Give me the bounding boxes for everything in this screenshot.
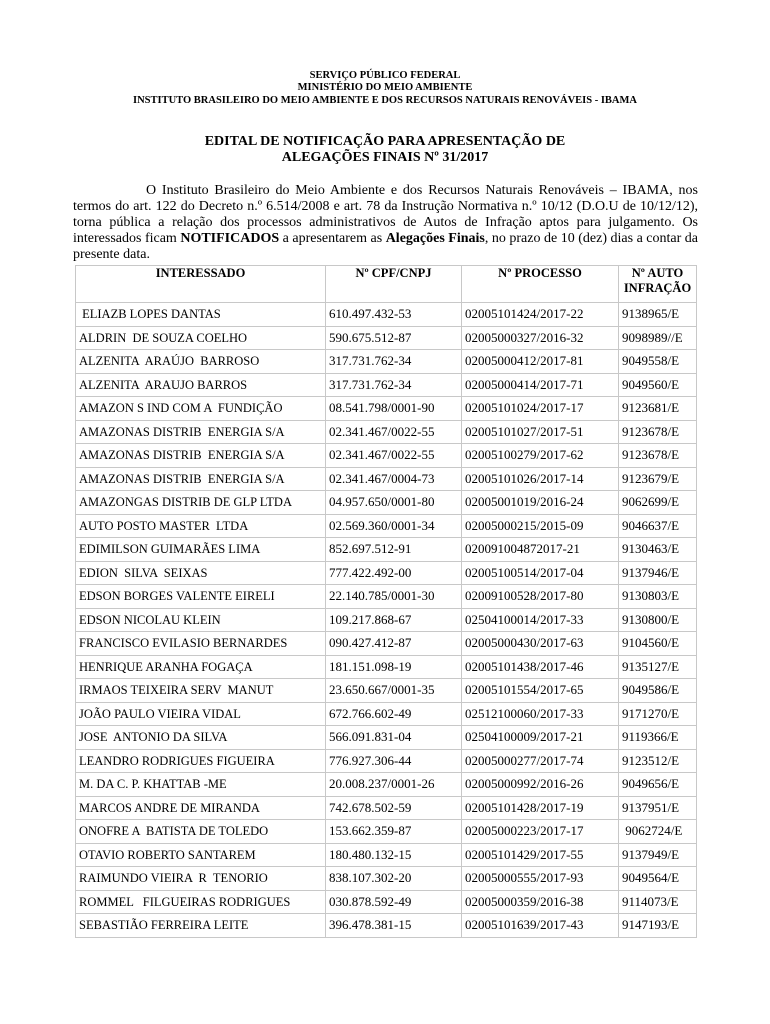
intro-final-allegations: Alegações Finais — [385, 231, 485, 246]
cell-cpf-cnpj: 777.422.492-00 — [326, 561, 462, 585]
header-service: SERVIÇO PÚBLICO FEDERAL — [309, 70, 461, 81]
table-row — [76, 679, 697, 703]
cell-cpf-cnpj: 090.427.412-87 — [326, 632, 462, 656]
cell-interessado: AMAZON S IND COM A FUNDIÇÃO — [76, 397, 326, 421]
cell-processo: 02005000412/2017-81 — [462, 350, 619, 374]
table-row — [76, 890, 697, 914]
cell-interessado: JOÃO PAULO VIEIRA VIDAL — [76, 702, 326, 726]
cell-cpf-cnpj: 02.341.467/0004-73 — [326, 467, 462, 491]
cell-cpf-cnpj: 180.480.132-15 — [326, 843, 462, 867]
cell-cpf-cnpj: 566.091.831-04 — [326, 726, 462, 750]
cell-auto-infracao: 9138965/E — [619, 303, 697, 327]
cell-auto-infracao: 9123678/E — [619, 420, 697, 444]
table-row — [76, 538, 697, 562]
cell-interessado: LEANDRO RODRIGUES FIGUEIRA — [76, 749, 326, 773]
intro-text-part1: O Instituto Brasileiro do Meio Ambiente e dos Recursos Naturais Renováveis – IBAMA, nos termos do art. 122 do Decreto n.º 6.514/2008 e art. 78 da Instrução Normativa n.º 10/12 (D.O.U de 10/12/12), torna pública a relação dos processos administrativos de Autos de Infração aptos para julgamento. Os interessados ficam — [73, 183, 698, 246]
cell-cpf-cnpj: 08.541.798/0001-90 — [326, 397, 462, 421]
cell-auto-infracao: 9114073/E — [619, 890, 697, 914]
cell-auto-infracao: 9137951/E — [619, 796, 697, 820]
cell-auto-infracao: 9046637/E — [619, 514, 697, 538]
cell-auto-infracao: 9049656/E — [619, 773, 697, 797]
cell-auto-infracao: 9049564/E — [619, 867, 697, 891]
cell-cpf-cnpj: 317.731.762-34 — [326, 373, 462, 397]
cell-processo: 02005100514/2017-04 — [462, 561, 619, 585]
cell-interessado: MARCOS ANDRE DE MIRANDA — [76, 796, 326, 820]
table-header-row — [76, 266, 697, 303]
cell-processo: 02005000430/2017-63 — [462, 632, 619, 656]
cell-interessado: ALDRIN DE SOUZA COELHO — [76, 326, 326, 350]
table-row — [76, 585, 697, 609]
header-auto-line1: Nº AUTO — [631, 266, 684, 280]
cell-auto-infracao: 9137949/E — [619, 843, 697, 867]
cell-auto-infracao: 9062699/E — [619, 491, 697, 515]
cell-interessado: FRANCISCO EVILASIO BERNARDES — [76, 632, 326, 656]
notice-title-line1: EDITAL DE NOTIFICAÇÃO PARA APRESENTAÇÃO DE — [204, 134, 566, 149]
intro-text-part3: , no prazo de 10 (dez) dias a contar da presente data. — [73, 231, 699, 262]
cell-processo: 02504100009/2017-21 — [462, 726, 619, 750]
cell-processo: 02504100014/2017-33 — [462, 608, 619, 632]
cell-auto-infracao: 9135127/E — [619, 655, 697, 679]
cell-auto-infracao: 9147193/E — [619, 914, 697, 938]
cell-interessado: HENRIQUE ARANHA FOGAÇA — [76, 655, 326, 679]
cell-interessado: AMAZONAS DISTRIB ENERGIA S/A — [76, 444, 326, 468]
cell-auto-infracao: 9171270/E — [619, 702, 697, 726]
table-row — [76, 491, 697, 515]
cell-interessado: M. DA C. P. KHATTAB -ME — [76, 773, 326, 797]
cell-auto-infracao: 9049586/E — [619, 679, 697, 703]
cell-cpf-cnpj: 22.140.785/0001-30 — [326, 585, 462, 609]
table-row — [76, 632, 697, 656]
cell-cpf-cnpj: 030.878.592-49 — [326, 890, 462, 914]
cell-cpf-cnpj: 02.341.467/0022-55 — [326, 420, 462, 444]
cell-cpf-cnpj: 317.731.762-34 — [326, 350, 462, 374]
table-row — [76, 702, 697, 726]
notice-title-line2: ALEGAÇÕES FINAIS Nº 31/2017 — [281, 150, 489, 165]
cell-cpf-cnpj: 838.107.302-20 — [326, 867, 462, 891]
cell-interessado: OTAVIO ROBERTO SANTAREM — [76, 843, 326, 867]
cell-cpf-cnpj: 109.217.868-67 — [326, 608, 462, 632]
cell-processo: 02512100060/2017-33 — [462, 702, 619, 726]
cell-auto-infracao: 9123678/E — [619, 444, 697, 468]
cell-auto-infracao: 9123681/E — [619, 397, 697, 421]
cell-interessado: ROMMEL FILGUEIRAS RODRIGUES — [76, 890, 326, 914]
cell-processo: 02005101024/2017-17 — [462, 397, 619, 421]
header-institute: INSTITUTO BRASILEIRO DO MEIO AMBIENTE E DOS RECURSOS NATURAIS RENOVÁVEIS - IBAMA — [132, 95, 637, 106]
cell-interessado: IRMAOS TEIXEIRA SERV MANUT — [76, 679, 326, 703]
cell-auto-infracao: 9130800/E — [619, 608, 697, 632]
table-row — [76, 350, 697, 374]
cell-cpf-cnpj: 23.650.667/0001-35 — [326, 679, 462, 703]
table-row — [76, 843, 697, 867]
cell-interessado: EDSON NICOLAU KLEIN — [76, 608, 326, 632]
cell-interessado: AMAZONGAS DISTRIB DE GLP LTDA — [76, 491, 326, 515]
cell-interessado: ONOFRE A BATISTA DE TOLEDO — [76, 820, 326, 844]
table-row — [76, 608, 697, 632]
cell-processo: 02005000327/2016-32 — [462, 326, 619, 350]
cell-cpf-cnpj: 20.008.237/0001-26 — [326, 773, 462, 797]
table-row — [76, 867, 697, 891]
cell-interessado: EDIMILSON GUIMARÃES LIMA — [76, 538, 326, 562]
header-interessado: INTERESSADO — [76, 266, 326, 303]
cell-auto-infracao: 9119366/E — [619, 726, 697, 750]
cell-interessado: JOSE ANTONIO DA SILVA — [76, 726, 326, 750]
header-ministry: MINISTÉRIO DO MEIO AMBIENTE — [297, 82, 473, 93]
intro-paragraph — [73, 183, 698, 263]
table-row — [76, 655, 697, 679]
cell-processo: 02009100528/2017-80 — [462, 585, 619, 609]
cell-interessado: ALZENITA ARAÚJO BARROSO — [76, 350, 326, 374]
cell-auto-infracao: 9049560/E — [619, 373, 697, 397]
cell-cpf-cnpj: 742.678.502-59 — [326, 796, 462, 820]
cell-interessado: AUTO POSTO MASTER LTDA — [76, 514, 326, 538]
cell-processo: 02005101438/2017-46 — [462, 655, 619, 679]
cell-processo: 02005000992/2016-26 — [462, 773, 619, 797]
cell-cpf-cnpj: 590.675.512-87 — [326, 326, 462, 350]
table-body — [76, 303, 697, 938]
table-row — [76, 444, 697, 468]
cell-interessado: SEBASTIÃO FERREIRA LEITE — [76, 914, 326, 938]
cell-cpf-cnpj: 776.927.306-44 — [326, 749, 462, 773]
table-row — [76, 467, 697, 491]
cell-processo: 02005101027/2017-51 — [462, 420, 619, 444]
intro-text — [73, 183, 698, 263]
cell-processo: 02005101026/2017-14 — [462, 467, 619, 491]
table-row — [76, 820, 697, 844]
cell-processo: 02005101424/2017-22 — [462, 303, 619, 327]
cell-cpf-cnpj: 04.957.650/0001-80 — [326, 491, 462, 515]
intro-text-part2: a apresentarem as — [279, 231, 386, 246]
header-auto-line2: INFRAÇÃO — [623, 281, 692, 295]
cell-processo: 02005000215/2015-09 — [462, 514, 619, 538]
cell-processo: 02005100279/2017-62 — [462, 444, 619, 468]
cell-processo: 02005000414/2017-71 — [462, 373, 619, 397]
cell-interessado: ALZENITA ARAUJO BARROS — [76, 373, 326, 397]
table-row — [76, 773, 697, 797]
table-row — [76, 749, 697, 773]
cell-auto-infracao: 9130803/E — [619, 585, 697, 609]
cell-processo: 02005101639/2017-43 — [462, 914, 619, 938]
cell-auto-infracao: 9130463/E — [619, 538, 697, 562]
cell-auto-infracao: 9137946/E — [619, 561, 697, 585]
cell-interessado: AMAZONAS DISTRIB ENERGIA S/A — [76, 420, 326, 444]
cell-auto-infracao: 9104560/E — [619, 632, 697, 656]
cell-processo: 02005101429/2017-55 — [462, 843, 619, 867]
cell-cpf-cnpj: 396.478.381-15 — [326, 914, 462, 938]
table-row — [76, 726, 697, 750]
cell-cpf-cnpj: 852.697.512-91 — [326, 538, 462, 562]
cell-processo: 02005101554/2017-65 — [462, 679, 619, 703]
header-processo: Nº PROCESSO — [462, 266, 619, 303]
cell-cpf-cnpj: 610.497.432-53 — [326, 303, 462, 327]
notification-table — [75, 265, 697, 938]
table-row — [76, 397, 697, 421]
cell-auto-infracao: 9062724/E — [619, 820, 697, 844]
cell-cpf-cnpj: 153.662.359-87 — [326, 820, 462, 844]
intro-notified: NOTIFICADOS — [180, 231, 280, 246]
cell-cpf-cnpj: 181.151.098-19 — [326, 655, 462, 679]
table-row — [76, 326, 697, 350]
cell-interessado: AMAZONAS DISTRIB ENERGIA S/A — [76, 467, 326, 491]
cell-auto-infracao: 9123512/E — [619, 749, 697, 773]
table-row — [76, 796, 697, 820]
cell-processo: 02005000223/2017-17 — [462, 820, 619, 844]
table-row — [76, 420, 697, 444]
cell-processo: 02005000555/2017-93 — [462, 867, 619, 891]
table-row — [76, 373, 697, 397]
table-row — [76, 914, 697, 938]
cell-interessado: EDION SILVA SEIXAS — [76, 561, 326, 585]
table-row — [76, 514, 697, 538]
header-auto-infracao — [619, 266, 697, 303]
cell-auto-infracao: 9123679/E — [619, 467, 697, 491]
cell-processo: 020091004872017-21 — [462, 538, 619, 562]
header-cpf-cnpj: Nº CPF/CNPJ — [326, 266, 462, 303]
cell-interessado: EDSON BORGES VALENTE EIRELI — [76, 585, 326, 609]
cell-auto-infracao: 9098989//E — [619, 326, 697, 350]
table-row — [76, 303, 697, 327]
cell-cpf-cnpj: 672.766.602-49 — [326, 702, 462, 726]
cell-processo: 02005000359/2016-38 — [462, 890, 619, 914]
cell-auto-infracao: 9049558/E — [619, 350, 697, 374]
table-row — [76, 561, 697, 585]
cell-processo: 02005001019/2016-24 — [462, 491, 619, 515]
cell-processo: 02005000277/2017-74 — [462, 749, 619, 773]
cell-cpf-cnpj: 02.569.360/0001-34 — [326, 514, 462, 538]
cell-cpf-cnpj: 02.341.467/0022-55 — [326, 444, 462, 468]
cell-interessado: RAIMUNDO VIEIRA R TENORIO — [76, 867, 326, 891]
cell-processo: 02005101428/2017-19 — [462, 796, 619, 820]
cell-interessado: ELIAZB LOPES DANTAS — [76, 303, 326, 327]
